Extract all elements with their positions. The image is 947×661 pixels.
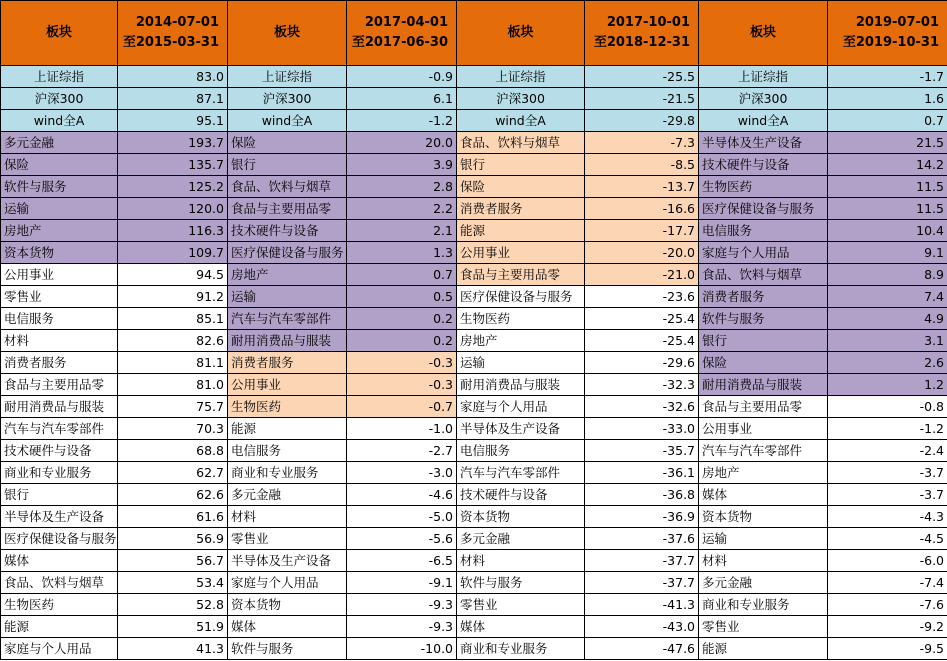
return-value-cell: -32.3 bbox=[585, 374, 699, 396]
period-start: 2017-10-01 bbox=[606, 15, 690, 30]
return-value-cell: -9.3 bbox=[347, 616, 457, 638]
sector-name-cell: 零售业 bbox=[228, 528, 347, 550]
table-row bbox=[1, 506, 947, 528]
sector-name-cell: 银行 bbox=[699, 330, 828, 352]
sector-name-cell: 上证综指 bbox=[457, 66, 585, 88]
return-value-cell: -25.4 bbox=[585, 308, 699, 330]
return-value-cell: 11.5 bbox=[828, 176, 947, 198]
return-value-cell: -17.7 bbox=[585, 220, 699, 242]
sector-name-cell: 消费者服务 bbox=[1, 352, 118, 374]
return-value-cell: 1.2 bbox=[828, 374, 947, 396]
sector-name-cell: 上证综指 bbox=[1, 66, 118, 88]
return-value-cell: -0.7 bbox=[347, 396, 457, 418]
table-row bbox=[1, 550, 947, 572]
table-row bbox=[1, 308, 947, 330]
table-row bbox=[1, 66, 947, 88]
return-value-cell: -23.6 bbox=[585, 286, 699, 308]
sector-name-cell: 运输 bbox=[457, 352, 585, 374]
sector-name-cell: 软件与服务 bbox=[228, 638, 347, 660]
period-header bbox=[118, 1, 228, 66]
sector-name-cell: 食品、饮料与烟草 bbox=[1, 572, 118, 594]
return-value-cell: 94.5 bbox=[118, 264, 228, 286]
sector-name-cell: 软件与服务 bbox=[699, 308, 828, 330]
sector-name-cell: 电信服务 bbox=[1, 308, 118, 330]
sector-name-cell: 材料 bbox=[457, 550, 585, 572]
return-value-cell: -21.0 bbox=[585, 264, 699, 286]
sector-name-cell: 材料 bbox=[1, 330, 118, 352]
sector-name-cell: 沪深300 bbox=[228, 88, 347, 110]
return-value-cell: -1.0 bbox=[347, 418, 457, 440]
sector-name-cell: 生物医药 bbox=[1, 594, 118, 616]
sector-name-cell: wind全A bbox=[457, 110, 585, 132]
return-value-cell: 6.1 bbox=[347, 88, 457, 110]
sector-name-cell: 多元金融 bbox=[699, 572, 828, 594]
sector-name-cell: 沪深300 bbox=[1, 88, 118, 110]
sector-name-cell: 保险 bbox=[1, 154, 118, 176]
return-value-cell: -3.7 bbox=[828, 484, 947, 506]
return-value-cell: -13.7 bbox=[585, 176, 699, 198]
sector-name-cell: 媒体 bbox=[457, 616, 585, 638]
sector-name-cell: 沪深300 bbox=[699, 88, 828, 110]
return-value-cell: -21.5 bbox=[585, 88, 699, 110]
sector-name-cell: 耐用消费品与服装 bbox=[228, 330, 347, 352]
table-row bbox=[1, 594, 947, 616]
sector-name-cell: 商业和专业服务 bbox=[228, 462, 347, 484]
sector-name-cell: 技术硬件与设备 bbox=[228, 220, 347, 242]
return-value-cell: -25.4 bbox=[585, 330, 699, 352]
return-value-cell: 41.3 bbox=[118, 638, 228, 660]
sector-name-cell: 电信服务 bbox=[699, 220, 828, 242]
table-row bbox=[1, 440, 947, 462]
return-value-cell: 87.1 bbox=[118, 88, 228, 110]
sector-name-cell: 半导体及生产设备 bbox=[228, 550, 347, 572]
sector-name-cell: 多元金融 bbox=[1, 132, 118, 154]
sector-name-cell: 耐用消费品与服装 bbox=[457, 374, 585, 396]
return-value-cell: -29.6 bbox=[585, 352, 699, 374]
return-value-cell: 51.9 bbox=[118, 616, 228, 638]
sector-name-cell: 零售业 bbox=[457, 594, 585, 616]
sector-name-cell: 商业和专业服务 bbox=[457, 638, 585, 660]
sector-name-cell: 生物医药 bbox=[699, 176, 828, 198]
sector-name-cell: 银行 bbox=[1, 484, 118, 506]
return-value-cell: -3.7 bbox=[828, 462, 947, 484]
sector-name-cell: 技术硬件与设备 bbox=[1, 440, 118, 462]
sector-name-cell: 保险 bbox=[457, 176, 585, 198]
sector-name-cell: 公用事业 bbox=[228, 374, 347, 396]
sector-name-cell: 能源 bbox=[1, 616, 118, 638]
table-row bbox=[1, 484, 947, 506]
sector-header: 板块 bbox=[699, 1, 828, 66]
return-value-cell: 70.3 bbox=[118, 418, 228, 440]
sector-name-cell: 家庭与个人用品 bbox=[1, 638, 118, 660]
return-value-cell: -2.7 bbox=[347, 440, 457, 462]
sector-name-cell: 媒体 bbox=[1, 550, 118, 572]
return-value-cell: 109.7 bbox=[118, 242, 228, 264]
sector-name-cell: 多元金融 bbox=[457, 528, 585, 550]
sector-name-cell: 半导体及生产设备 bbox=[457, 418, 585, 440]
sector-name-cell: 生物医药 bbox=[457, 308, 585, 330]
return-value-cell: -10.0 bbox=[347, 638, 457, 660]
return-value-cell: -36.1 bbox=[585, 462, 699, 484]
return-value-cell: 21.5 bbox=[828, 132, 947, 154]
return-value-cell: -0.9 bbox=[347, 66, 457, 88]
header-row bbox=[1, 1, 947, 66]
sector-name-cell: wind全A bbox=[228, 110, 347, 132]
return-value-cell: -0.3 bbox=[347, 374, 457, 396]
return-value-cell: -36.9 bbox=[585, 506, 699, 528]
return-value-cell: 2.6 bbox=[828, 352, 947, 374]
return-value-cell: -47.6 bbox=[585, 638, 699, 660]
sector-name-cell: 资本货物 bbox=[699, 506, 828, 528]
return-value-cell: 61.6 bbox=[118, 506, 228, 528]
sector-name-cell: 商业和专业服务 bbox=[699, 594, 828, 616]
sector-name-cell: 房地产 bbox=[1, 220, 118, 242]
return-value-cell: -0.8 bbox=[828, 396, 947, 418]
sector-name-cell: 媒体 bbox=[699, 484, 828, 506]
return-value-cell: 52.8 bbox=[118, 594, 228, 616]
period-header bbox=[347, 1, 457, 66]
return-value-cell: 85.1 bbox=[118, 308, 228, 330]
sector-name-cell: wind全A bbox=[699, 110, 828, 132]
return-value-cell: 116.3 bbox=[118, 220, 228, 242]
return-value-cell: -4.5 bbox=[828, 528, 947, 550]
return-value-cell: 3.1 bbox=[828, 330, 947, 352]
sector-name-cell: 公用事业 bbox=[1, 264, 118, 286]
table-row bbox=[1, 396, 947, 418]
return-value-cell: -37.6 bbox=[585, 528, 699, 550]
sector-name-cell: 公用事业 bbox=[699, 418, 828, 440]
return-value-cell: 2.8 bbox=[347, 176, 457, 198]
return-value-cell: -37.7 bbox=[585, 550, 699, 572]
table-row bbox=[1, 176, 947, 198]
return-value-cell: -29.8 bbox=[585, 110, 699, 132]
sector-name-cell: 耐用消费品与服装 bbox=[699, 374, 828, 396]
sector-name-cell: 食品、饮料与烟草 bbox=[457, 132, 585, 154]
return-value-cell: -25.5 bbox=[585, 66, 699, 88]
return-value-cell: -43.0 bbox=[585, 616, 699, 638]
sector-name-cell: 电信服务 bbox=[228, 440, 347, 462]
sector-name-cell: 医疗保健设备与服务 bbox=[457, 286, 585, 308]
sector-name-cell: 消费者服务 bbox=[457, 198, 585, 220]
return-value-cell: 0.2 bbox=[347, 330, 457, 352]
period-end: 至2018-12-31 bbox=[593, 35, 690, 50]
sector-name-cell: 保险 bbox=[699, 352, 828, 374]
return-value-cell: 0.5 bbox=[347, 286, 457, 308]
sector-name-cell: 银行 bbox=[457, 154, 585, 176]
return-value-cell: 0.7 bbox=[347, 264, 457, 286]
table-row bbox=[1, 638, 947, 660]
return-value-cell: 83.0 bbox=[118, 66, 228, 88]
period-header bbox=[585, 1, 699, 66]
sector-name-cell: 医疗保健设备与服务 bbox=[699, 198, 828, 220]
sector-name-cell: 上证综指 bbox=[699, 66, 828, 88]
return-value-cell: 62.6 bbox=[118, 484, 228, 506]
sector-name-cell: 汽车与汽车零部件 bbox=[228, 308, 347, 330]
return-value-cell: 68.8 bbox=[118, 440, 228, 462]
table-row bbox=[1, 88, 947, 110]
return-value-cell: 56.9 bbox=[118, 528, 228, 550]
return-value-cell: -7.3 bbox=[585, 132, 699, 154]
sector-name-cell: 耐用消费品与服装 bbox=[1, 396, 118, 418]
sector-name-cell: 家庭与个人用品 bbox=[228, 572, 347, 594]
return-value-cell: -2.4 bbox=[828, 440, 947, 462]
table-row bbox=[1, 198, 947, 220]
return-value-cell: -32.6 bbox=[585, 396, 699, 418]
table-row bbox=[1, 132, 947, 154]
sector-name-cell: 能源 bbox=[457, 220, 585, 242]
sector-name-cell: 资本货物 bbox=[457, 506, 585, 528]
sector-name-cell: 汽车与汽车零部件 bbox=[699, 440, 828, 462]
return-value-cell: 2.1 bbox=[347, 220, 457, 242]
return-value-cell: -5.0 bbox=[347, 506, 457, 528]
table-row bbox=[1, 528, 947, 550]
table-row bbox=[1, 572, 947, 594]
return-value-cell: -3.0 bbox=[347, 462, 457, 484]
return-value-cell: 53.4 bbox=[118, 572, 228, 594]
return-value-cell: 0.7 bbox=[828, 110, 947, 132]
period-start: 2014-07-01 bbox=[135, 15, 219, 30]
return-value-cell: 56.7 bbox=[118, 550, 228, 572]
sector-name-cell: 能源 bbox=[699, 638, 828, 660]
return-value-cell: 95.1 bbox=[118, 110, 228, 132]
return-value-cell: 193.7 bbox=[118, 132, 228, 154]
sector-name-cell: 食品与主要用品零 bbox=[1, 374, 118, 396]
return-value-cell: 81.1 bbox=[118, 352, 228, 374]
return-value-cell: -7.6 bbox=[828, 594, 947, 616]
sector-name-cell: 技术硬件与设备 bbox=[699, 154, 828, 176]
return-value-cell: -9.2 bbox=[828, 616, 947, 638]
sector-name-cell: 消费者服务 bbox=[228, 352, 347, 374]
sector-name-cell: 电信服务 bbox=[457, 440, 585, 462]
return-value-cell: 120.0 bbox=[118, 198, 228, 220]
sector-name-cell: 运输 bbox=[228, 286, 347, 308]
sector-name-cell: 软件与服务 bbox=[457, 572, 585, 594]
return-value-cell: 3.9 bbox=[347, 154, 457, 176]
sector-name-cell: 运输 bbox=[699, 528, 828, 550]
sector-name-cell: 半导体及生产设备 bbox=[1, 506, 118, 528]
sector-name-cell: 沪深300 bbox=[457, 88, 585, 110]
sector-name-cell: wind全A bbox=[1, 110, 118, 132]
return-value-cell: 10.4 bbox=[828, 220, 947, 242]
sector-name-cell: 公用事业 bbox=[457, 242, 585, 264]
sector-name-cell: 消费者服务 bbox=[699, 286, 828, 308]
period-end: 至2015-03-31 bbox=[122, 35, 219, 50]
return-value-cell: -1.2 bbox=[347, 110, 457, 132]
return-value-cell: -0.3 bbox=[347, 352, 457, 374]
return-value-cell: 125.2 bbox=[118, 176, 228, 198]
sector-name-cell: 上证综指 bbox=[228, 66, 347, 88]
return-value-cell: -37.7 bbox=[585, 572, 699, 594]
period-start: 2017-04-01 bbox=[364, 15, 448, 30]
sector-name-cell: 零售业 bbox=[1, 286, 118, 308]
return-value-cell: 4.9 bbox=[828, 308, 947, 330]
return-value-cell: -16.6 bbox=[585, 198, 699, 220]
table-row bbox=[1, 242, 947, 264]
return-value-cell: 7.4 bbox=[828, 286, 947, 308]
return-value-cell: -6.5 bbox=[347, 550, 457, 572]
sector-name-cell: 零售业 bbox=[699, 616, 828, 638]
return-value-cell: -8.5 bbox=[585, 154, 699, 176]
return-value-cell: -4.3 bbox=[828, 506, 947, 528]
sector-name-cell: 技术硬件与设备 bbox=[457, 484, 585, 506]
table-row bbox=[1, 264, 947, 286]
sector-name-cell: 资本货物 bbox=[228, 594, 347, 616]
return-value-cell: -9.1 bbox=[347, 572, 457, 594]
return-value-cell: 81.0 bbox=[118, 374, 228, 396]
sector-name-cell: 材料 bbox=[699, 550, 828, 572]
return-value-cell: 82.6 bbox=[118, 330, 228, 352]
sector-name-cell: 房地产 bbox=[699, 462, 828, 484]
sector-name-cell: 房地产 bbox=[457, 330, 585, 352]
sector-name-cell: 商业和专业服务 bbox=[1, 462, 118, 484]
return-value-cell: -4.6 bbox=[347, 484, 457, 506]
sector-name-cell: 食品与主要用品零 bbox=[699, 396, 828, 418]
sector-name-cell: 资本货物 bbox=[1, 242, 118, 264]
sector-header: 板块 bbox=[457, 1, 585, 66]
sector-header: 板块 bbox=[228, 1, 347, 66]
sector-name-cell: 食品与主要用品零 bbox=[457, 264, 585, 286]
sector-name-cell: 生物医药 bbox=[228, 396, 347, 418]
sector-name-cell: 家庭与个人用品 bbox=[699, 242, 828, 264]
return-value-cell: 2.2 bbox=[347, 198, 457, 220]
sector-name-cell: 银行 bbox=[228, 154, 347, 176]
period-header bbox=[828, 1, 947, 66]
sector-name-cell: 房地产 bbox=[228, 264, 347, 286]
return-value-cell: 62.7 bbox=[118, 462, 228, 484]
table-row bbox=[1, 330, 947, 352]
return-value-cell: -9.5 bbox=[828, 638, 947, 660]
table-row bbox=[1, 374, 947, 396]
return-value-cell: -1.7 bbox=[828, 66, 947, 88]
return-value-cell: 8.9 bbox=[828, 264, 947, 286]
return-value-cell: 75.7 bbox=[118, 396, 228, 418]
return-value-cell: 135.7 bbox=[118, 154, 228, 176]
sector-header: 板块 bbox=[1, 1, 118, 66]
sector-name-cell: 软件与服务 bbox=[1, 176, 118, 198]
return-value-cell: -41.3 bbox=[585, 594, 699, 616]
return-value-cell: 20.0 bbox=[347, 132, 457, 154]
return-value-cell: -35.7 bbox=[585, 440, 699, 462]
period-end: 至2017-06-30 bbox=[351, 35, 448, 50]
table-row bbox=[1, 110, 947, 132]
table-row bbox=[1, 220, 947, 242]
table-row bbox=[1, 286, 947, 308]
return-value-cell: 9.1 bbox=[828, 242, 947, 264]
return-value-cell: -20.0 bbox=[585, 242, 699, 264]
return-value-cell: 0.2 bbox=[347, 308, 457, 330]
return-value-cell: 11.5 bbox=[828, 198, 947, 220]
return-value-cell: -5.6 bbox=[347, 528, 457, 550]
sector-name-cell: 媒体 bbox=[228, 616, 347, 638]
table-body bbox=[1, 66, 947, 660]
sector-name-cell: 汽车与汽车零部件 bbox=[1, 418, 118, 440]
period-start: 2019-07-01 bbox=[855, 15, 939, 30]
return-value-cell: -1.2 bbox=[828, 418, 947, 440]
return-value-cell: -6.0 bbox=[828, 550, 947, 572]
table-row bbox=[1, 352, 947, 374]
return-value-cell: 14.2 bbox=[828, 154, 947, 176]
sector-name-cell: 食品与主要用品零 bbox=[228, 198, 347, 220]
sector-name-cell: 保险 bbox=[228, 132, 347, 154]
return-value-cell: 1.3 bbox=[347, 242, 457, 264]
sector-name-cell: 能源 bbox=[228, 418, 347, 440]
table-row bbox=[1, 616, 947, 638]
table-row bbox=[1, 154, 947, 176]
return-value-cell: 1.6 bbox=[828, 88, 947, 110]
return-value-cell: -7.4 bbox=[828, 572, 947, 594]
return-value-cell: -33.0 bbox=[585, 418, 699, 440]
sector-name-cell: 材料 bbox=[228, 506, 347, 528]
return-value-cell: -9.3 bbox=[347, 594, 457, 616]
sector-name-cell: 半导体及生产设备 bbox=[699, 132, 828, 154]
sector-name-cell: 医疗保健设备与服务 bbox=[228, 242, 347, 264]
return-value-cell: 91.2 bbox=[118, 286, 228, 308]
sector-name-cell: 汽车与汽车零部件 bbox=[457, 462, 585, 484]
sector-name-cell: 食品、饮料与烟草 bbox=[228, 176, 347, 198]
sector-name-cell: 家庭与个人用品 bbox=[457, 396, 585, 418]
sector-name-cell: 多元金融 bbox=[228, 484, 347, 506]
table-row bbox=[1, 418, 947, 440]
sector-name-cell: 运输 bbox=[1, 198, 118, 220]
sector-name-cell: 食品、饮料与烟草 bbox=[699, 264, 828, 286]
sector-name-cell: 医疗保健设备与服务 bbox=[1, 528, 118, 550]
return-value-cell: -36.8 bbox=[585, 484, 699, 506]
period-end: 至2019-10-31 bbox=[842, 35, 939, 50]
table-row bbox=[1, 462, 947, 484]
